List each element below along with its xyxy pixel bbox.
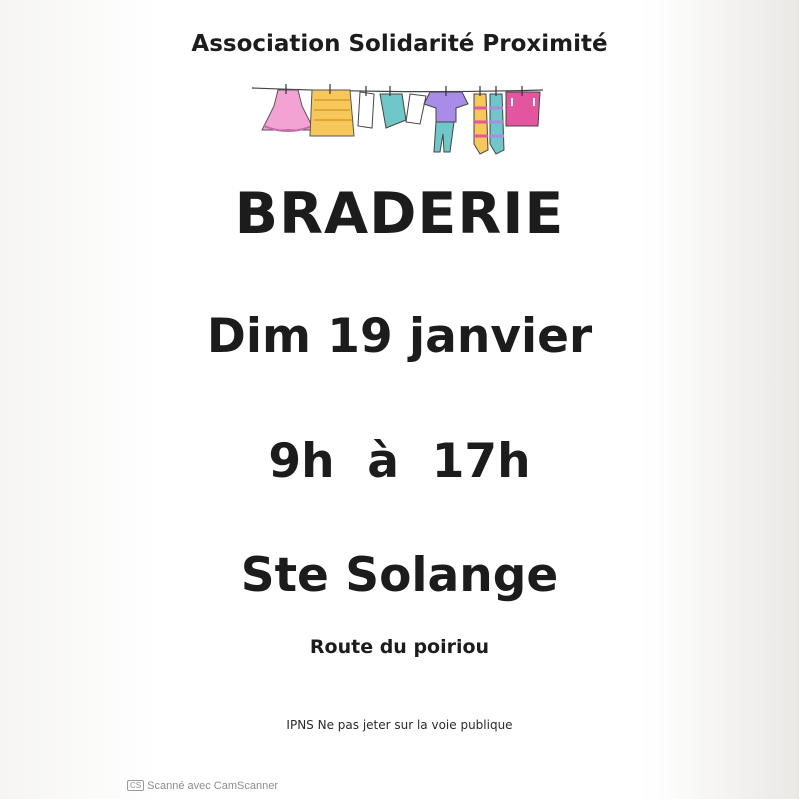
event-hours: 9h à 17h bbox=[268, 434, 531, 489]
camscanner-icon: CS bbox=[127, 780, 144, 791]
event-title: BRADERIE bbox=[234, 181, 565, 247]
paper-shadow bbox=[669, 0, 799, 799]
scanner-watermark bbox=[127, 780, 278, 792]
scanner-text: Scanné avec CamScanner bbox=[147, 780, 278, 792]
event-place: Ste Solange bbox=[240, 548, 559, 603]
event-date: Dim 19 janvier bbox=[206, 309, 593, 364]
footer-notice: IPNS Ne pas jeter sur la voie publique bbox=[286, 718, 513, 732]
association-name: Association Solidarité Proximité bbox=[191, 31, 608, 57]
clothesline-icon bbox=[250, 78, 545, 163]
event-road: Route du poiriou bbox=[309, 636, 490, 658]
